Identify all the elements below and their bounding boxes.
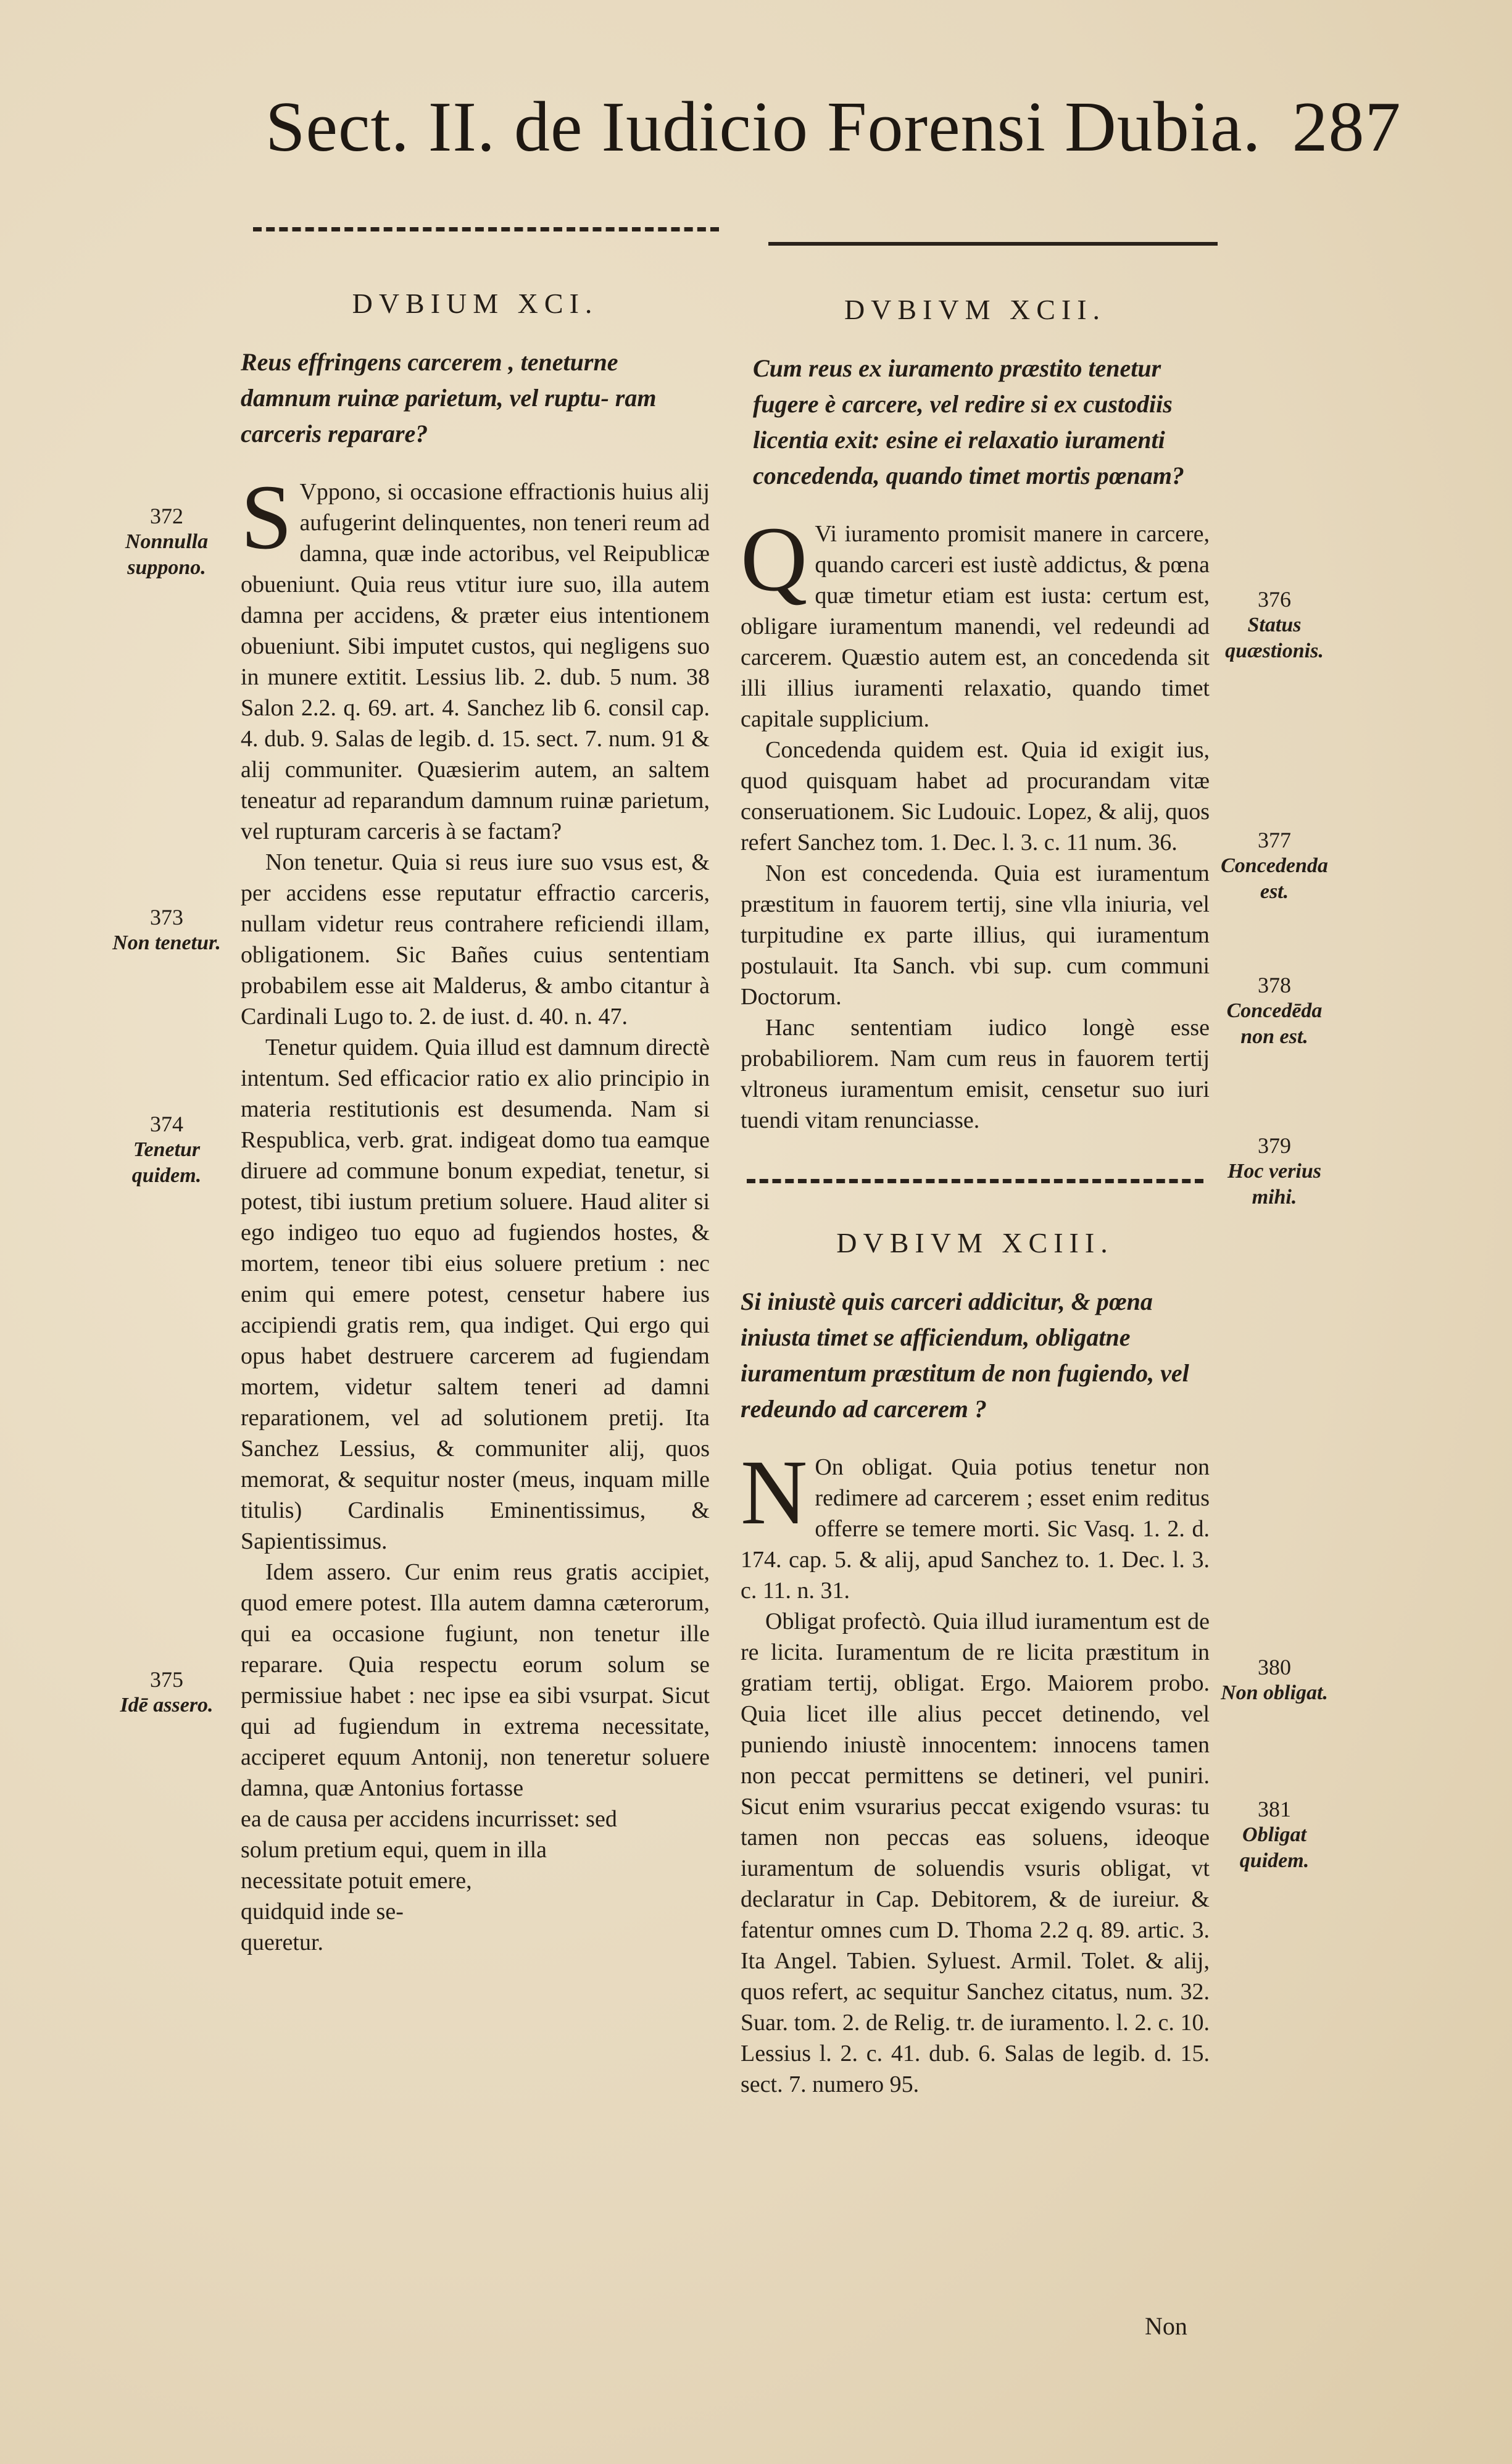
- paragraph-379: Hanc sententiam iudico longè esse probabiliorem. Nam cum reus in fauorem tertij vltroneus iuramentum emisit, censetur suo iuri tuendi vitam renunciasse.: [741, 1015, 1210, 1133]
- margin-note-374: 374 Tenetur quidem.: [131, 1112, 202, 1187]
- left-column: [241, 287, 710, 1958]
- dubium-heading: DVBIVM XCIII.: [836, 1227, 1114, 1259]
- drop-cap: N: [741, 1441, 808, 1544]
- dubium-heading: DVBIVM XCII.: [844, 294, 1107, 325]
- paragraph-text: Vppono, si occasione effractionis huius alij aufugerint delinquentes, non teneri reum ad damna, quæ inde actoribus, vel Reipublicæ obueniunt. Quia reus vtitur iure suo, illa autem damna per accidens, & præter eius intentionem obueniunt. Sibi imputet custos, qui negligens suo in munere extitit. Lessius lib. 2. dub. 5 num. 38 Salon 2.2. q. 69. art. 4. Sanchez lib 6. consil cap. 4. dub. 9. Salas de legib. d. 15. sect. 7. num. 91 & alij communiter. Quæsierim autem, an saltem teneatur ad reparandum damnum ruinæ parietum, vel rupturam carceris à se factam?: [241, 479, 710, 844]
- paragraph-text: Vi iuramento promisit manere in carcere, quando carceri est iustè addictus, & pœna quæ timetur etiam est iusta: certum est, obligare iuramentum manendi, vel redeundi ad carcerem. Quæstio autem est, an concedenda sit illi illius iuramenti relaxatio, quando timet capitale supplicium.: [741, 521, 1210, 732]
- margin-note-379: 379 Hoc verius mihi.: [1227, 1133, 1322, 1209]
- running-head: Sect. II. de Iudicio Forensi Dubia.: [265, 88, 1261, 167]
- paragraph-377: Concedenda quidem est. Quia id exigit ius, quod quisquam habet ad procurandam vitæ conseruationem. Sic Ludouic. Lopez, & alij, quos refert Sanchez tom. 1. Dec. l. 3. c. 11 num. 36.: [741, 737, 1210, 855]
- paragraph-374: Tenetur quidem. Quia illud est damnum directè intentum. Sed efficacior ratio ex alio principio in materia restitutionis est desumenda. Nam si Respublica, verb. grat. indigeat domo tua eamque diruere ad commune bonum expediat, tenetur, si potest, tibi iustum pretium soluere. Haud aliter si ego indigeo tuo equo ad fugiendos hostes, & mortem, teneor tibi eius soluere pretium : nec enim qui emere potest, censetur habere ius accipiendi gratis rem, qua indiget. Qui ergo qui opus habet destruere carcerem ad fugiendam mortem, videtur saltem teneri ad damni reparationem, vel ad solutionem pretij. Ita Sanchez Lessius, & communiter alij, quos memorat, & sequitur noster (meus, inquam mille titulis) Cardinalis Eminentissimus, & Sapientissimus.: [241, 1034, 710, 1554]
- right-top-rule: [768, 242, 1218, 246]
- paragraph-376: [741, 508, 1210, 735]
- taper-line: ea de causa per accidens incurrisset: sed: [241, 1806, 617, 1832]
- left-top-rule: [253, 227, 719, 231]
- taper-line: solum pretium equi, quem in illa: [241, 1837, 547, 1863]
- margin-note-375: 375 Idē assero.: [120, 1667, 214, 1717]
- margin-note-380: 380 Non obligat.: [1221, 1655, 1328, 1704]
- drop-cap: S: [241, 466, 293, 568]
- paragraph-381: Obligat profectò. Quia illud iuramentum est de re licita. Iuramentum de re licita præstitum in gratiam tertij, obligat. Ergo. Maiorem probo. Quia licet ille alius peccet detinendo, vel puniendo iniustè innocentem: innocens tamen non peccat permittens se detineri, vel puniri. Sicut enim vsurarius peccat exigendo vsuras: tu tamen non peccas eas soluens, ideoque iuramentum de soluendis vsuris obligat, vt declaratur in Cap. Debitorem, & de iureiur. & fatentur omnes cum D. Thoma 2.2 q. 89. artic. 3. Ita Angel. Tabien. Syluest. Armil. Tolet. & alij, quos refert, ac sequitur Sanchez citatus, num. 32. Suar. tom. 2. de Relig. tr. de iuramento. l. 2. c. 10. Lessius l. 2. c. 41. dub. 6. Salas de legib. d. 15. sect. 7. numero 95.: [741, 1609, 1210, 2097]
- tapered-ending: [241, 1804, 710, 1958]
- margin-note-381: 381 Obligat quidem.: [1239, 1797, 1310, 1872]
- paragraph-380: [741, 1441, 1210, 1606]
- section-rule: [747, 1179, 1203, 1183]
- right-column: [741, 293, 1210, 2100]
- paragraph-text: On obligat. Quia potius tenetur non redimere ad carcerem ; esset enim reditus offerre se temere morti. Sic Vasq. 1. 2. d. 174. cap. 5. & alij, apud Sanchez to. 1. Dec. l. 3. c. 11. n. 31.: [741, 1454, 1210, 1604]
- dubium-question: Cum reus ex iuramento præstito tenetur fugere è carcere, vel redire si ex custodiis licentia exit: esine ei relaxatio iuramenti concedenda, quando timet mortis pœnam?: [753, 354, 1184, 489]
- dubium-question: Si iniustè quis carceri addicitur, & pœna iniusta timet se afficiendum, obligatne iuramentum præstitum de non fugiendo, vel redeundo ad carcerem ?: [741, 1288, 1189, 1423]
- page-number: 287: [1292, 88, 1402, 167]
- page-title: [265, 86, 1402, 169]
- margin-note-376: 376 Status quæstionis.: [1225, 587, 1324, 662]
- margin-note-373: 373 Non tenetur.: [112, 905, 221, 954]
- margin-note-378: 378 Concedēda non est.: [1226, 973, 1323, 1048]
- paragraph-373: Non tenetur. Quia si reus iure suo vsus est, & per accidens esse reputatur effractio carceris, nullam videtur reus contrahere reficiendi illam, obligationem. Sic Bañes cuius sententiam probabilem esse ait Malderus, & ambo citantur à Cardinali Lugo to. 2. de iust. d. 40. n. 47.: [241, 849, 710, 1030]
- taper-line: necessitate potuit emere,: [241, 1868, 472, 1894]
- taper-line: quidquid inde se-: [241, 1899, 404, 1925]
- margin-note-372: 372 Nonnulla suppono.: [125, 504, 209, 579]
- dubium-question: Reus effringens carcerem , teneturne damnum ruinæ parietum, vel ruptu- ram carceris reparare?: [241, 348, 657, 447]
- taper-line: queretur.: [241, 1929, 324, 1955]
- drop-cap: Q: [741, 508, 808, 610]
- dubium-heading: DVBIUM XCI.: [352, 288, 599, 319]
- paragraph-375: Idem assero. Cur enim reus gratis accipiet, quod emere potest. Illa autem damna cæterorum, qui ea occasione fugiunt, non tenetur ille reparare. Quia respectu eorum solum se permissiue habet : nec ipse ea sibi vsurpat. Sicut qui ad fugiendum in extrema necessitate, acciperet equum Antonij, non teneretur soluere damna, quæ Antonius fortasse: [241, 1559, 710, 1801]
- paragraph-378: Non est concedenda. Quia est iuramentum præstitum in fauorem tertij, sine vlla iniuria, vel turpitudine ex parte illius, qui iuramentum postulauit. Ita Sanch. vbi sup. cum communi Doctorum.: [741, 860, 1210, 1010]
- catchword: Non: [1145, 2312, 1187, 2340]
- paragraph-372: [241, 466, 710, 847]
- margin-note-377: 377 Concedenda est.: [1221, 828, 1328, 903]
